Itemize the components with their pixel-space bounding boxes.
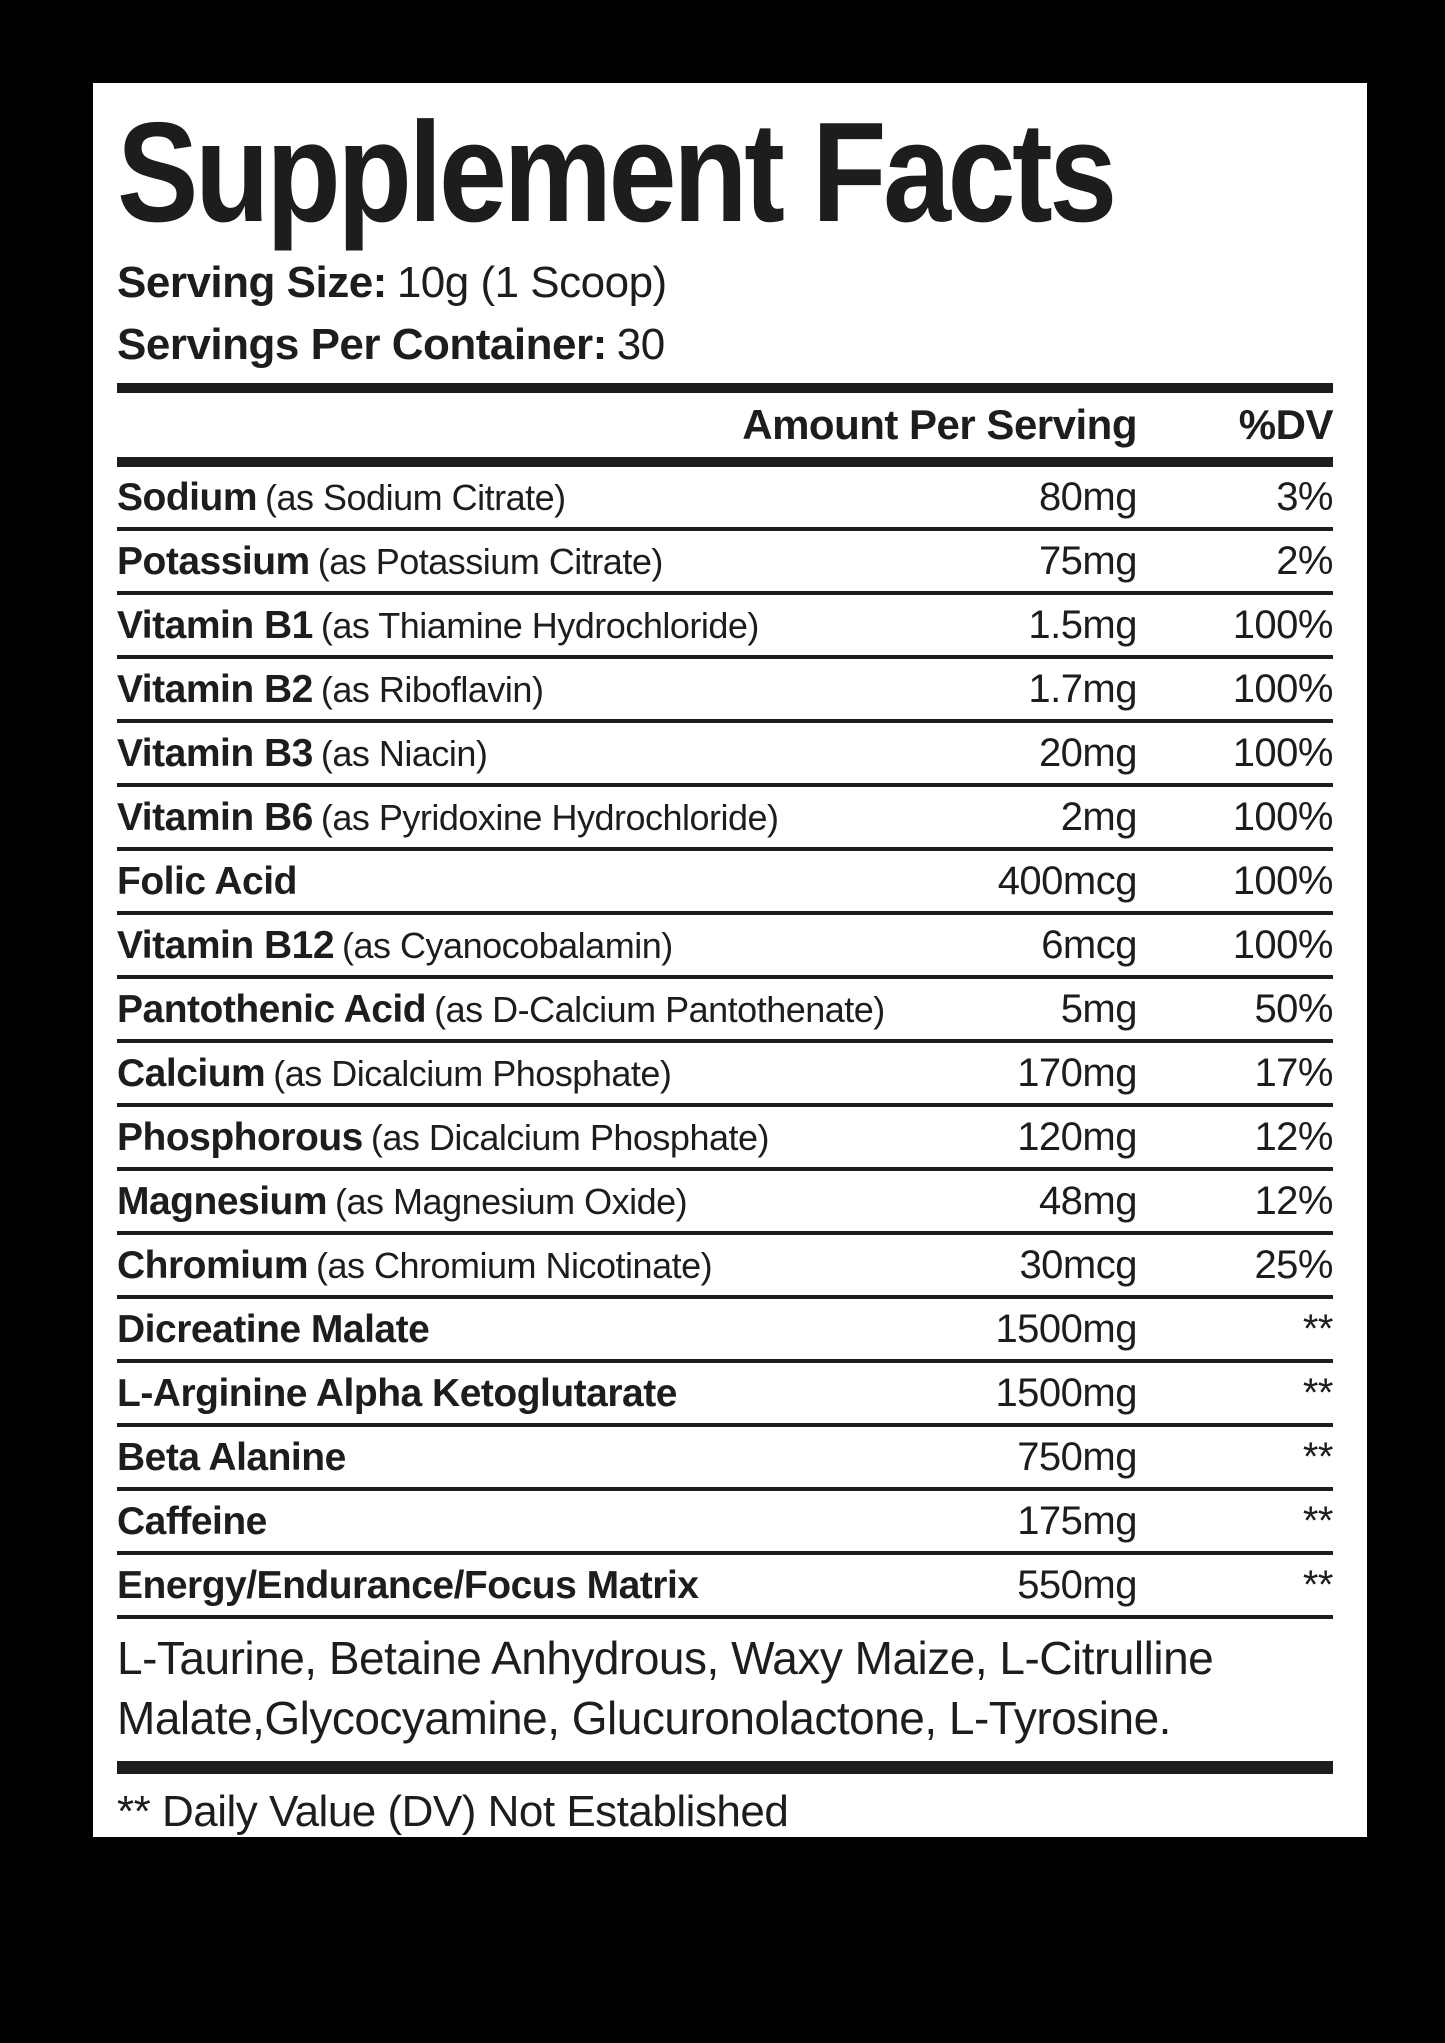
ingredient-amount: 1500mg [995, 1370, 1137, 1415]
table-row [117, 1487, 1333, 1551]
ingredient-name-text: L-Arginine Alpha Ketoglutarate [117, 1371, 677, 1415]
serving-size-label: Serving Size: [117, 257, 387, 307]
ingredient-source-text: (as Dicalcium Phosphate) [273, 1052, 672, 1094]
table-row [117, 1295, 1333, 1359]
ingredient-name [117, 859, 927, 904]
ingredient-name [117, 1115, 927, 1160]
table-row [117, 591, 1333, 655]
ingredient-name [117, 1499, 927, 1544]
ingredient-dv: 100% [1232, 858, 1333, 903]
ingredient-source-text: (as D-Calcium Pantothenate) [434, 988, 885, 1030]
ingredient-amount: 48mg [1038, 1178, 1137, 1223]
matrix-ingredients-text: L-Taurine, Betaine Anhydrous, Waxy Maize, L-Citrulline Malate,Glycocyamine, Glucuronolactone, L-Tyrosine. [117, 1615, 1333, 1761]
header-amount-per-serving: Amount Per Serving [742, 401, 1137, 449]
ingredient-name [117, 539, 927, 584]
ingredient-amount: 5mg [1060, 986, 1137, 1031]
ingredient-source-text: (as Riboflavin) [320, 668, 544, 710]
page-title: Supplement Facts [117, 93, 1114, 252]
divider-thick-top [117, 383, 1333, 393]
ingredient-name-text: Vitamin B3 [117, 731, 313, 775]
table-row [117, 1103, 1333, 1167]
ingredient-name [117, 987, 927, 1032]
ingredient-amount: 1500mg [995, 1306, 1137, 1351]
ingredient-dv: 12% [1254, 1114, 1333, 1159]
table-row [117, 655, 1333, 719]
serving-size-value: 10g (1 Scoop) [396, 257, 667, 307]
ingredient-name-text: Vitamin B6 [117, 795, 313, 839]
ingredient-name-text: Chromium [117, 1243, 308, 1287]
ingredient-name-text: Caffeine [117, 1499, 267, 1543]
ingredient-name-text: Vitamin B12 [117, 923, 335, 967]
ingredient-dv: 2% [1276, 538, 1333, 583]
ingredient-name-text: Pantothenic Acid [117, 987, 427, 1031]
ingredient-amount: 20mg [1038, 730, 1137, 775]
ingredient-amount: 550mg [1017, 1562, 1137, 1607]
ingredient-name [117, 1051, 927, 1096]
ingredient-source-text: (as Potassium Citrate) [317, 540, 663, 582]
ingredient-name [117, 1307, 927, 1352]
ingredient-dv: 25% [1254, 1242, 1333, 1287]
ingredient-name-text: Magnesium [117, 1179, 328, 1223]
ingredient-dv: 100% [1232, 602, 1333, 647]
ingredient-name [117, 923, 927, 968]
ingredient-amount: 175mg [1017, 1498, 1137, 1543]
servings-per-container-label: Servings Per Container: [117, 320, 607, 370]
table-row [117, 467, 1333, 527]
daily-value-footnote: ** Daily Value (DV) Not Established [117, 1786, 789, 1836]
ingredient-name-text: Sodium [117, 475, 257, 519]
ingredient-amount: 170mg [1017, 1050, 1137, 1095]
ingredient-name-text: Folic Acid [117, 859, 297, 903]
ingredient-name-text: Vitamin B2 [117, 667, 313, 711]
ingredient-amount: 6mcg [1041, 922, 1137, 967]
ingredient-amount: 30mcg [1019, 1242, 1137, 1287]
ingredient-dv: ** [1302, 1562, 1333, 1607]
ingredient-amount: 120mg [1017, 1114, 1137, 1159]
servings-per-container-value: 30 [616, 320, 665, 370]
ingredient-source-text: (as Chromium Nicotinate) [316, 1244, 713, 1286]
ingredient-name-text: Potassium [117, 539, 310, 583]
ingredient-source-text: (as Niacin) [320, 732, 488, 774]
ingredient-dv: ** [1302, 1434, 1333, 1479]
ingredient-amount: 80mg [1038, 474, 1137, 519]
ingredient-amount: 400mcg [997, 858, 1137, 903]
table-row [117, 527, 1333, 591]
ingredient-amount: 2mg [1060, 794, 1137, 839]
ingredient-name [117, 731, 927, 776]
ingredient-name-text: Beta Alanine [117, 1435, 346, 1479]
table-row [117, 1551, 1333, 1615]
ingredient-name [117, 1563, 927, 1608]
table-row [117, 1167, 1333, 1231]
ingredient-dv: 17% [1254, 1050, 1333, 1095]
ingredient-name-text: Energy/Endurance/Focus Matrix [117, 1563, 699, 1607]
ingredient-name [117, 1435, 927, 1480]
ingredient-name-text: Phosphorous [117, 1115, 363, 1159]
ingredient-amount: 75mg [1038, 538, 1137, 583]
ingredient-source-text: (as Sodium Citrate) [265, 476, 566, 518]
ingredient-source-text: (as Thiamine Hydrochloride) [320, 604, 759, 646]
ingredient-source-text: (as Dicalcium Phosphate) [370, 1116, 770, 1158]
ingredient-dv: 50% [1254, 986, 1333, 1031]
ingredient-dv: 100% [1232, 730, 1333, 775]
ingredient-dv: 12% [1254, 1178, 1333, 1223]
ingredient-name [117, 1371, 927, 1416]
table-row [117, 1423, 1333, 1487]
ingredient-source-text: (as Pyridoxine Hydrochloride) [320, 796, 779, 838]
supplement-facts-panel [93, 83, 1367, 1837]
ingredient-dv: 100% [1232, 922, 1333, 967]
ingredient-source-text: (as Magnesium Oxide) [335, 1180, 688, 1222]
ingredient-dv: 100% [1232, 794, 1333, 839]
divider-heavy-bottom [117, 1761, 1333, 1774]
ingredient-name-text: Calcium [117, 1051, 266, 1095]
servings-per-container-line [117, 319, 1333, 372]
ingredient-name [117, 667, 927, 712]
table-row [117, 975, 1333, 1039]
divider-thick-under-header [117, 457, 1333, 467]
ingredient-dv: 3% [1276, 474, 1333, 519]
ingredient-table [117, 467, 1333, 1615]
serving-size-line [117, 257, 1333, 310]
table-row [117, 1039, 1333, 1103]
ingredient-amount: 1.5mg [1028, 602, 1137, 647]
ingredient-source-text: (as Cyanocobalamin) [342, 924, 673, 966]
table-row [117, 1231, 1333, 1295]
ingredient-name [117, 1179, 927, 1224]
ingredient-name [117, 475, 927, 520]
ingredient-dv: ** [1302, 1306, 1333, 1351]
ingredient-amount: 1.7mg [1028, 666, 1137, 711]
ingredient-name-text: Vitamin B1 [117, 603, 313, 647]
table-row [117, 847, 1333, 911]
header-percent-dv: %DV [1238, 401, 1333, 449]
table-header-row [117, 393, 1333, 457]
table-row [117, 719, 1333, 783]
ingredient-name-text: Dicreatine Malate [117, 1307, 430, 1351]
ingredient-name [117, 603, 927, 648]
ingredient-amount: 750mg [1017, 1434, 1137, 1479]
ingredient-name [117, 1243, 927, 1288]
ingredient-dv: ** [1302, 1498, 1333, 1543]
ingredient-dv: ** [1302, 1370, 1333, 1415]
table-row [117, 911, 1333, 975]
table-row [117, 783, 1333, 847]
table-row [117, 1359, 1333, 1423]
ingredient-dv: 100% [1232, 666, 1333, 711]
ingredient-name [117, 795, 927, 840]
